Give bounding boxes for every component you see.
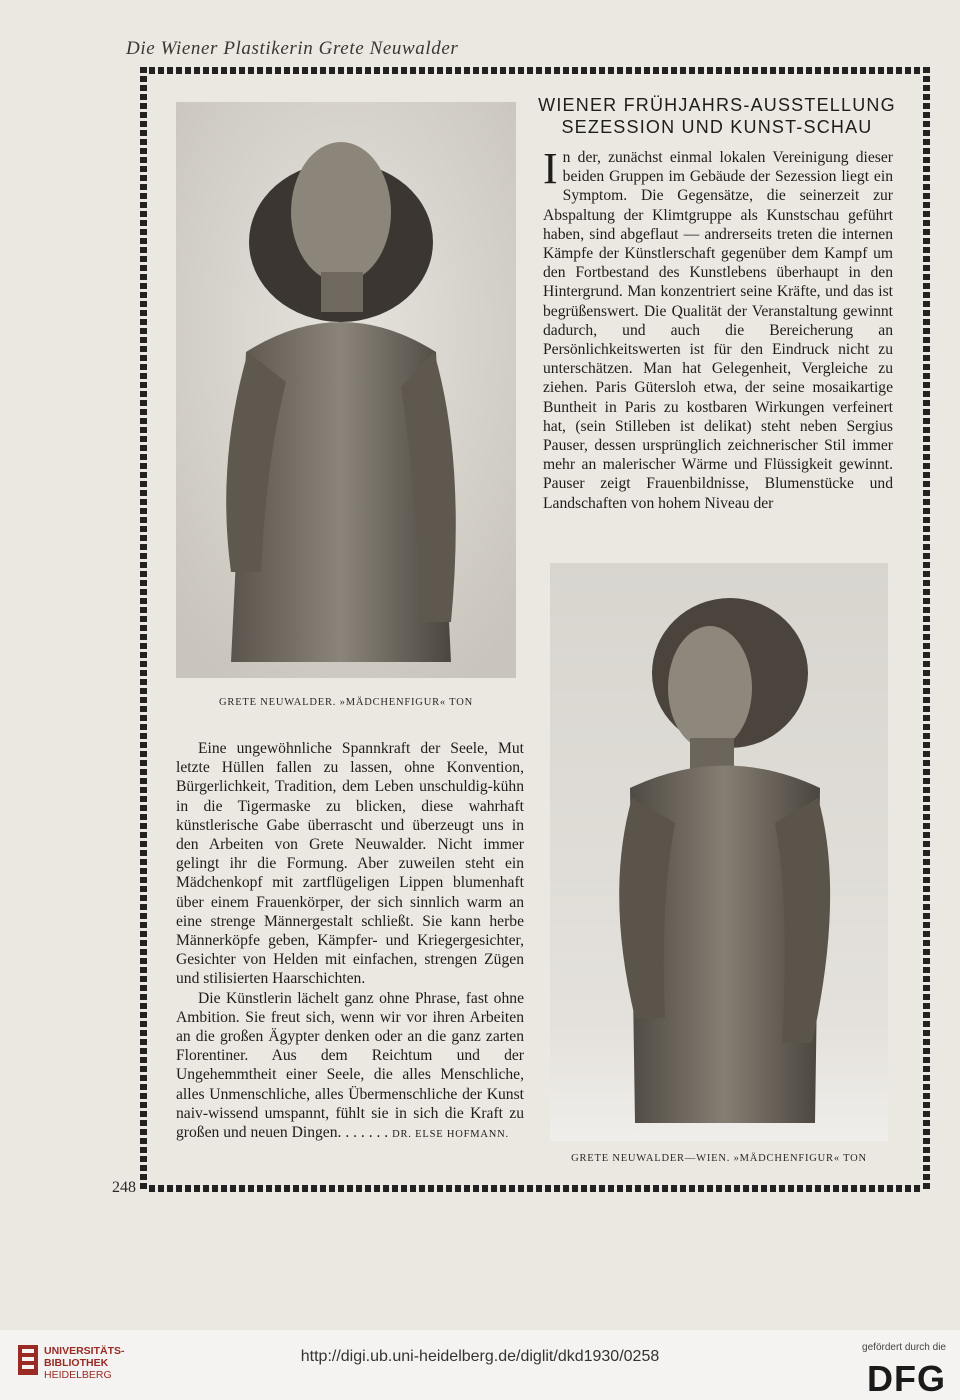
left-column-text [176,739,524,1144]
right-column-text [543,144,893,513]
right-paragraph [543,144,893,513]
dropcap: I [543,144,558,193]
article-headline [537,94,897,138]
border-bottom [140,1185,930,1192]
left-paragraph-2-body: Die Künstlerin lächelt ganz ohne Phrase, fast ohne Ambition. Sie freut sich, wenn wir vor ihren Arbeiten an die großen Ägypter denken oder an die ganz zarten Florentiner. Aus dem Reichtum und der Ungehemmtheit einer Seele, die alles Menschliche, alles Unmenschliche, alles Übermenschliche der Kunst naiv-wissend umspannt, fühlt sie in sich die Kraft zu großen und neuen Dingen. . . . . . . [176,989,524,1142]
funder-logo: DFG [867,1358,946,1399]
library-line1: UNIVERSITÄTS- [44,1345,125,1357]
running-head: Die Wiener Plastikerin Grete Neuwalder [126,38,459,59]
left-paragraph-2 [176,989,524,1145]
right-paragraph-body: n der, zunächst einmal lokalen Vereinigung dieser beiden Gruppen im Gebäude der Sezession liegt ein Symptom. Die Gegensätze, die seinerzeit zur Abspaltung der Klimtgruppe als Kunstschau geführt haben, sind abgeflaut — andrerseits treten die internen Kämpfe der Künstlerschaft gegenüber dem Kampf um den Fortbestand des Kunstlebens überhaupt in den Hintergrund. Man konzentriert seine Kräfte, und das ist begrüßenswert. Die Qualität der Veranstaltung gewinnt dadurch, und auch die Bereicherung an Persönlichkeitswerten ist für den Eindruck nicht zu unterschätzen. Man hat Gelegenheit, Vergleiche zu ziehen. Paris Gütersloh etwa, der seine mosaikartige Buntheit in Paris zu kostbaren Wirkungen verfeinert hat, (sein Stilleben ist delikat) steht neben Sergius Pauser, dessen ursprünglich zeichnerischer Stil immer mehr an malerischer Wärme und Flüssigkeit gewinnt. Pauser zeigt Frauenbildnisse, Blumenstücke und Landschaften von hohem Niveau der [543,149,893,512]
library-line2: BIBLIOTHEK [44,1357,109,1369]
library-line3: HEIDELBERG [44,1369,112,1381]
caption-right: GRETE NEUWALDER—WIEN. »MÄDCHENFIGUR« TON [571,1153,867,1164]
headline-line2: SEZESSION UND KUNST-SCHAU [561,117,873,137]
headline-line1: WIENER FRÜHJAHRS-AUSSTELLUNG [538,95,896,115]
border-right [923,67,930,1192]
funder-note: gefördert durch die [862,1342,946,1353]
photo-maedchenfigur-bust [550,563,888,1141]
caption-left: GRETE NEUWALDER. »MÄDCHENFIGUR« TON [219,697,473,708]
border-top [140,67,930,74]
page-number: 248 [112,1179,136,1196]
left-paragraph-1: Eine ungewöhnliche Spannkraft der Seele, Mut letzte Hüllen fallen zu lassen, ohne Konvention, Bürgerlichkeit, Tradition, dem Leben unschuldig-kühn in die Tigermaske zu blicken, diese wahrhaft künstlerische Gabe überrascht und überzeugt uns in den Arbeiten von Grete Neuwalder. Nicht immer gelingt ihr die Formung. Aber zuweilen steht ein Mädchenkopf mit zartflügeligen Lippen blumenhaft über einem Frauenkörper, der sich sinnlich warm an eine strenge Männergestalt schließt. Sie kann herbe Männerköpfe geben, Kämpfer- und Kriegergesichter, Gesichter von Helden mit einfachen, strengen Zügen und stilisierten Haarschichten. [176,740,524,988]
border-left [140,67,147,1192]
author-signature: DR. ELSE HOFMANN. [392,1129,509,1141]
source-url-link[interactable]: http://digi.ub.uni-heidelberg.de/diglit/dkd1930/0258 [300,1348,660,1365]
photo-maedchenfigur-standing [176,102,516,678]
